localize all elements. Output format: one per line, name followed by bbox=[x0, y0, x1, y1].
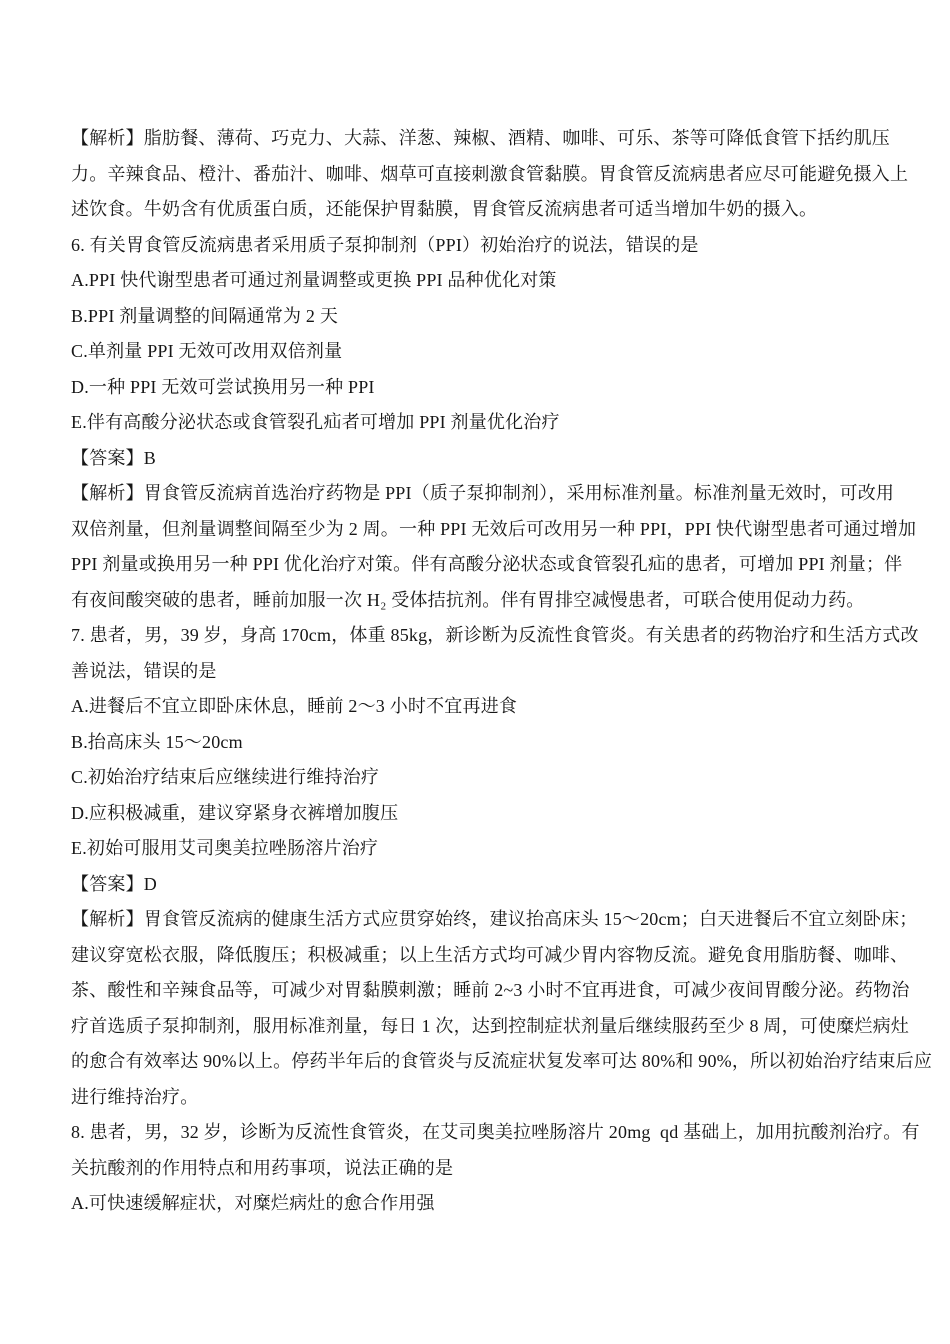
doc-line-option: E.初始可服用艾司奥美拉唑肠溶片治疗 bbox=[71, 838, 379, 858]
doc-line-analysis: 疗首选质子泵抑制剂，服用标准剂量，每日 1 次，达到控制症状剂量后继续服药至少 8 周，可使糜烂病灶 bbox=[71, 1015, 909, 1036]
doc-line-option: D.应积极减重，建议穿紧身衣裤增加腹压 bbox=[71, 802, 399, 823]
doc-line-analysis: 【解析】胃食管反流病的健康生活方式应贯穿始终，建议抬高床头 15～20cm；白天进餐后不宜立刻卧床； bbox=[71, 909, 918, 929]
doc-line-answer: 【答案】B bbox=[71, 447, 157, 468]
doc-line-analysis: 【解析】脂肪餐、薄荷、巧克力、大蒜、洋葱、辣椒、酒精、咖啡、可乐、茶等可降低食管下括约肌压 bbox=[71, 128, 890, 148]
doc-line-option: E.伴有高酸分泌状态或食管裂孔疝者可增加 PPI 剂量优化治疗 bbox=[71, 412, 560, 432]
doc-line-analysis: 双倍剂量，但剂量调整间隔至少为 2 周。一种 PPI 无效后可改用另一种 PPI，PPI 快代谢型患者可通过增加 bbox=[71, 518, 917, 539]
doc-line-option: D.一种 PPI 无效可尝试换用另一种 PPI bbox=[71, 376, 375, 397]
doc-line-analysis: 述饮食。牛奶含有优质蛋白质，还能保护胃黏膜，胃食管反流病患者可适当增加牛奶的摄入。 bbox=[71, 199, 818, 219]
doc-line-analysis: 【解析】胃食管反流病首选治疗药物是 PPI（质子泵抑制剂），采用标准剂量。标准剂量无效时，可改用 bbox=[71, 483, 895, 503]
doc-line-analysis: 茶、酸性和辛辣食品等，可减少对胃黏膜刺激；睡前 2~3 小时不宜再进食，可减少夜间胃酸分泌。药物治 bbox=[71, 980, 910, 1000]
doc-line-analysis: 建议穿宽松衣服，降低腹压；积极减重；以上生活方式均可减少胃内容物反流。避免食用脂肪餐、咖啡、 bbox=[71, 944, 909, 965]
text-block bbox=[71, 121, 933, 1222]
doc-line-analysis: 有夜间酸突破的患者，睡前加服一次 H₂ 受体拮抗剂。伴有胃排空减慢患者，可联合使用促动力药。 bbox=[71, 589, 865, 610]
doc-line-analysis: 的愈合有效率达 90%以上。停药半年后的食管炎与反流症状复发率可达 80%和 90%，所以初始治疗结束后应 bbox=[71, 1051, 933, 1071]
doc-line-question-stem: 6. 有关胃食管反流病患者采用质子泵抑制剂（PPI）初始治疗的说法，错误的是 bbox=[71, 234, 699, 255]
doc-line-question-stem: 关抗酸剂的作用特点和用药事项，说法正确的是 bbox=[71, 1157, 454, 1178]
doc-line-option: B.PPI 剂量调整的间隔通常为 2 天 bbox=[71, 305, 339, 326]
doc-line-analysis: 进行维持治疗。 bbox=[71, 1086, 199, 1107]
doc-line-option: C.单剂量 PPI 无效可改用双倍剂量 bbox=[71, 341, 343, 361]
doc-line-option: B.抬高床头 15～20cm bbox=[71, 731, 243, 752]
doc-line-option: A.可快速缓解症状，对糜烂病灶的愈合作用强 bbox=[71, 1193, 435, 1213]
doc-line-question-stem: 善说法，错误的是 bbox=[71, 660, 217, 681]
doc-line-option: A.进餐后不宜立即卧床休息，睡前 2～3 小时不宜再进食 bbox=[71, 696, 518, 716]
doc-line-option: A.PPI 快代谢型患者可通过剂量调整或更换 PPI 品种优化对策 bbox=[71, 270, 557, 290]
doc-line-option: C.初始治疗结束后应继续进行维持治疗 bbox=[71, 767, 380, 787]
doc-line-analysis: 力。辛辣食品、橙汁、番茄汁、咖啡、烟草可直接刺激食管黏膜。胃食管反流病患者应尽可能避免摄入上 bbox=[71, 163, 909, 184]
doc-line-question-stem: 7. 患者，男，39 岁，身高 170cm，体重 85kg，新诊断为反流性食管炎。有关患者的药物治疗和生活方式改 bbox=[71, 625, 919, 645]
doc-line-answer: 【答案】D bbox=[71, 873, 157, 894]
doc-line-question-stem: 8. 患者，男，32 岁，诊断为反流性食管炎，在艾司奥美拉唑肠溶片 20mg qd 基础上，加用抗酸剂治疗。有 bbox=[71, 1122, 920, 1142]
doc-line-analysis: PPI 剂量或换用另一种 PPI 优化治疗对策。伴有高酸分泌状态或食管裂孔疝的患者，可增加 PPI 剂量；伴 bbox=[71, 554, 903, 574]
